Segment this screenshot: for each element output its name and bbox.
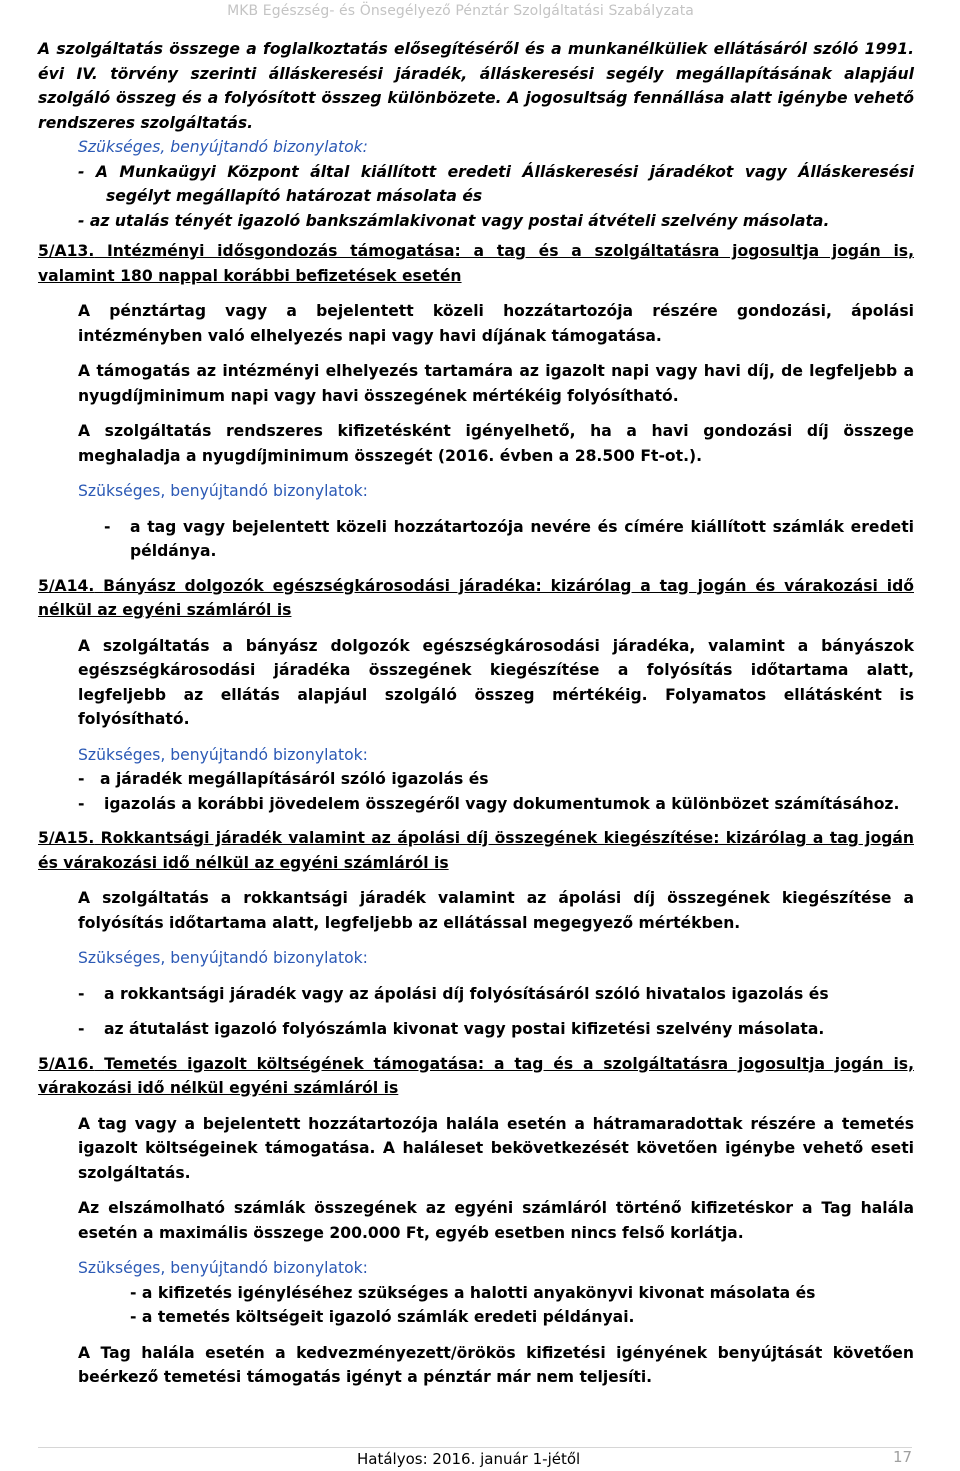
doc-item: - a temetés költségeit igazoló számlák eredeti példányai. (130, 1308, 635, 1326)
section-a13-heading (38, 239, 914, 288)
paragraph: A szolgáltatás a bányász dolgozók egészségkárosodási járadéka, valamint a bányászok egészségkárosodási járadéka összegének kiegészítése a folyósítás időtartama alatt, legfeljebb az ellátás alapjául szolgáló összeg mértékéig. Folyamatos ellátásként is folyósítható. (78, 636, 914, 728)
doc-item (78, 515, 914, 564)
paragraph: A pénztártag vagy a bejelentett közeli hozzátartozója részére gondozási, ápolási intézményben való elhelyezés napi vagy havi díjának támogatása. (78, 302, 914, 345)
paragraph: A szolgáltatás rendszeres kifizetésként igényelhető, ha a havi gondozási díj összege meghaladja a nyugdíjminimum összegét (2016. évben a 28.500 Ft-ot.). (78, 422, 914, 465)
doc-item (78, 1017, 914, 1042)
section-a15-heading (38, 826, 914, 875)
doc-item: - az utalás tényét igazoló bankszámlakivonat vagy postai átvételi szelvény másolata. (78, 211, 830, 230)
section-number: 5/A15. (38, 829, 95, 847)
closing-paragraph: A Tag halála esetén a kedvezményezett/örökös kifizetési igényének benyújtását követően beérkező temetési támogatás igényt a pénztár már nem teljesíti. (78, 1343, 914, 1386)
section-title: Temetés igazolt költségének támogatása: a tag és a szolgáltatásra jogosultja jogán is, várakozási idő nélkül egyéni számláról is (38, 1054, 914, 1097)
paragraph: Az elszámolható számlák összegének az egyéni számláról történő kifizetéskor a Tag halála esetén a maximális összege 200.000 Ft, egyéb esetben nincs felső korlátja. (78, 1199, 914, 1242)
doc-item-dash: - (78, 1020, 85, 1038)
paragraph: A szolgáltatás a rokkantsági járadék valamint az ápolási díj összegének kiegészítése a folyósítás időtartama alatt, legfeljebb az ellátással megegyező mértékben. (78, 889, 914, 932)
doc-item-text: a tag vagy bejelentett közeli hozzátartozója nevére és címére kiállított számlák eredeti példánya. (130, 517, 914, 560)
doc-item-dash: - (78, 794, 85, 813)
doc-item (78, 767, 914, 792)
document-body (38, 37, 914, 1390)
doc-item (78, 982, 914, 1007)
docs-label: Szükséges, benyújtandó bizonylatok: (78, 745, 368, 764)
section-number: 5/A13. (38, 242, 95, 260)
doc-item-text: igazolás a korábbi jövedelem összegéről vagy dokumentumok a különbözet számításához. (104, 794, 900, 813)
docs-label: Szükséges, benyújtandó bizonylatok: (78, 138, 368, 156)
footer-effective-date: Hatályos: 2016. január 1-jétől (357, 1450, 581, 1468)
section-a14-heading (38, 574, 914, 623)
doc-item-text: az átutalást igazoló folyószámla kivonat vagy postai kifizetési szelvény másolata. (104, 1020, 825, 1038)
paragraph: A támogatás az intézményi elhelyezés tartamára az igazolt napi vagy havi díj, de legfeljebb a nyugdíjminimum napi vagy havi összegének mértékéig folyósítható. (78, 362, 914, 405)
doc-item-dash: - (78, 770, 85, 788)
doc-item-dash: - (78, 984, 85, 1003)
page-header: MKB Egészség- és Önsegélyező Pénztár Szolgáltatási Szabályzata (227, 3, 694, 19)
doc-item (78, 792, 914, 817)
paragraph: A tag vagy a bejelentett hozzátartozója halála esetén a hátramaradottak részére a temetés igazolt költségeinek támogatása. A haláleset bekövetkezését követően igénybe vehető eseti szolgáltatás. (78, 1114, 914, 1182)
section-title: Bányász dolgozók egészségkárosodási járadéka: kizárólag a tag jogán és várakozási idő nélkül az egyéni számláról is (38, 576, 914, 619)
doc-item-text: a rokkantsági járadék vagy az ápolási díj folyósításáról szóló hivatalos igazolás és (104, 984, 829, 1003)
page-number: 17 (893, 1448, 913, 1466)
doc-item-text: a járadék megállapításáról szóló igazolás és (100, 770, 489, 788)
section-number: 5/A14. (38, 576, 95, 595)
doc-item: - a kifizetés igényléséhez szükséges a halotti anyakönyvi kivonat másolata és (130, 1283, 816, 1302)
doc-item: - A Munkaügyi Központ által kiállított eredeti Álláskeresési járadékot vagy Álláskeresési segélyt megállapító határozat másolata és (78, 162, 914, 205)
section-a16-heading (38, 1052, 914, 1101)
docs-label: Szükséges, benyújtandó bizonylatok: (78, 1259, 368, 1277)
section-number: 5/A16. (38, 1054, 95, 1073)
docs-label: Szükséges, benyújtandó bizonylatok: (78, 482, 368, 500)
footer-divider (38, 1447, 912, 1448)
docs-label: Szükséges, benyújtandó bizonylatok: (78, 949, 368, 967)
doc-item-dash: - (104, 517, 111, 536)
section-title: Intézményi idősgondozás támogatása: a tag és a szolgáltatásra jogosultja jogán is, valamint 180 nappal korábbi befizetések esetén (38, 242, 914, 285)
section-title: Rokkantsági járadék valamint az ápolási díj összegének kiegészítése: kizárólag a tag jogán és várakozási idő nélkül az egyéni számláról is (38, 829, 914, 872)
intro-text: A szolgáltatás összege a foglalkoztatás elősegítéséről és a munkanélküliek ellátásáról szóló 1991. évi IV. törvény szerinti álláskeresési járadék, álláskeresési segély megállapításának alapjául szolgáló összeg és a folyósított összeg különbözete. A jogosultság fennállása alatt igénybe vehető rendszeres szolgáltatás. (38, 40, 914, 132)
